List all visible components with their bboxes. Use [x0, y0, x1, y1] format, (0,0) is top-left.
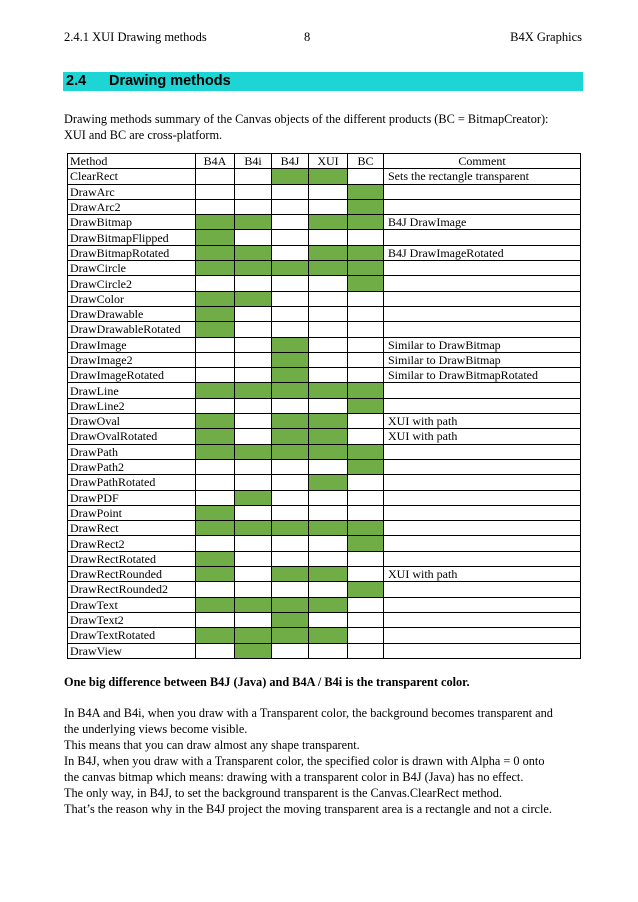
bc-support-cell — [348, 184, 384, 199]
b4a-support-cell — [196, 444, 235, 459]
section-heading — [63, 72, 583, 91]
b4j-support-cell — [272, 490, 309, 505]
bc-support-cell — [348, 169, 384, 184]
xui-support-cell — [309, 337, 348, 352]
comment-cell — [384, 276, 581, 291]
xui-support-cell — [309, 475, 348, 490]
b4i-support-cell — [235, 398, 272, 413]
method-name-cell: DrawBitmap — [68, 215, 196, 230]
bc-support-cell — [348, 490, 384, 505]
b4j-support-cell — [272, 444, 309, 459]
b4i-support-cell — [235, 582, 272, 597]
xui-support-cell — [309, 414, 348, 429]
b4i-support-cell — [235, 215, 272, 230]
b4a-support-cell — [196, 261, 235, 276]
comment-cell — [384, 551, 581, 566]
table-row — [68, 215, 581, 230]
b4i-support-cell — [235, 536, 272, 551]
b4a-support-cell — [196, 383, 235, 398]
table-row — [68, 612, 581, 627]
section-number: 2.4 — [66, 73, 87, 89]
table-row — [68, 230, 581, 245]
b4a-support-cell — [196, 215, 235, 230]
table-row — [68, 368, 581, 383]
xui-support-cell — [309, 521, 348, 536]
b4i-support-cell — [235, 597, 272, 612]
bc-support-cell — [348, 459, 384, 474]
b4a-support-cell — [196, 199, 235, 214]
comment-cell — [384, 643, 581, 658]
bc-support-cell — [348, 322, 384, 337]
b4a-support-cell — [196, 398, 235, 413]
b4i-support-cell — [235, 567, 272, 582]
comment-cell — [384, 505, 581, 520]
bc-support-cell — [348, 230, 384, 245]
comment-cell — [384, 230, 581, 245]
b4i-support-cell — [235, 261, 272, 276]
method-name-cell: DrawText2 — [68, 612, 196, 627]
body-line: That’s the reason why in the B4J project the moving transparent area is a rectangle and not a circle. — [64, 802, 552, 816]
b4a-support-cell — [196, 245, 235, 260]
column-header-bc: BC — [348, 154, 384, 169]
b4a-support-cell — [196, 551, 235, 566]
method-name-cell: DrawColor — [68, 291, 196, 306]
bc-support-cell — [348, 306, 384, 321]
b4j-support-cell — [272, 398, 309, 413]
method-name-cell: DrawOvalRotated — [68, 429, 196, 444]
b4a-support-cell — [196, 230, 235, 245]
method-name-cell: DrawRect2 — [68, 536, 196, 551]
b4j-support-cell — [272, 215, 309, 230]
b4a-support-cell — [196, 414, 235, 429]
b4a-support-cell — [196, 582, 235, 597]
b4i-support-cell — [235, 368, 272, 383]
method-name-cell: ClearRect — [68, 169, 196, 184]
table-row — [68, 536, 581, 551]
bc-support-cell — [348, 276, 384, 291]
b4a-support-cell — [196, 643, 235, 658]
method-name-cell: DrawLine — [68, 383, 196, 398]
bc-support-cell — [348, 383, 384, 398]
xui-support-cell — [309, 230, 348, 245]
b4i-support-cell — [235, 352, 272, 367]
table-row — [68, 352, 581, 367]
bc-support-cell — [348, 414, 384, 429]
b4a-support-cell — [196, 352, 235, 367]
column-header-b4a: B4A — [196, 154, 235, 169]
comment-cell: Similar to DrawBitmapRotated — [384, 368, 581, 383]
header-doc-title: B4X Graphics — [510, 30, 582, 44]
b4j-support-cell — [272, 414, 309, 429]
bc-support-cell — [348, 352, 384, 367]
xui-support-cell — [309, 643, 348, 658]
comment-cell — [384, 383, 581, 398]
b4i-support-cell — [235, 184, 272, 199]
b4i-support-cell — [235, 475, 272, 490]
b4j-support-cell — [272, 352, 309, 367]
comment-cell — [384, 628, 581, 643]
b4i-support-cell — [235, 612, 272, 627]
table-row — [68, 261, 581, 276]
b4i-support-cell — [235, 444, 272, 459]
b4j-support-cell — [272, 597, 309, 612]
bc-support-cell — [348, 368, 384, 383]
table-row — [68, 444, 581, 459]
method-name-cell: DrawCircle — [68, 261, 196, 276]
xui-support-cell — [309, 169, 348, 184]
comment-cell — [384, 597, 581, 612]
intro-line: Drawing methods summary of the Canvas objects of the different products (BC = BitmapCreator): — [64, 112, 549, 126]
b4j-support-cell — [272, 291, 309, 306]
b4a-support-cell — [196, 429, 235, 444]
bc-support-cell — [348, 536, 384, 551]
b4i-support-cell — [235, 230, 272, 245]
table-row — [68, 169, 581, 184]
table-row — [68, 551, 581, 566]
comment-cell: Similar to DrawBitmap — [384, 352, 581, 367]
method-name-cell: DrawLine2 — [68, 398, 196, 413]
xui-support-cell — [309, 459, 348, 474]
b4j-support-cell — [272, 337, 309, 352]
b4j-support-cell — [272, 322, 309, 337]
xui-support-cell — [309, 582, 348, 597]
method-name-cell: DrawPoint — [68, 505, 196, 520]
xui-support-cell — [309, 184, 348, 199]
bc-support-cell — [348, 215, 384, 230]
b4i-support-cell — [235, 383, 272, 398]
method-name-cell: DrawPDF — [68, 490, 196, 505]
b4j-support-cell — [272, 184, 309, 199]
b4a-support-cell — [196, 536, 235, 551]
table-row — [68, 306, 581, 321]
b4a-support-cell — [196, 291, 235, 306]
b4a-support-cell — [196, 521, 235, 536]
xui-support-cell — [309, 536, 348, 551]
column-header-comment: Comment — [384, 154, 581, 169]
method-name-cell: DrawImageRotated — [68, 368, 196, 383]
comment-cell — [384, 521, 581, 536]
table-row — [68, 429, 581, 444]
method-name-cell: DrawRectRounded2 — [68, 582, 196, 597]
comment-cell: Similar to DrawBitmap — [384, 337, 581, 352]
table-row — [68, 567, 581, 582]
b4i-support-cell — [235, 459, 272, 474]
comment-cell — [384, 306, 581, 321]
table-row — [68, 597, 581, 612]
xui-support-cell — [309, 429, 348, 444]
bc-support-cell — [348, 597, 384, 612]
method-name-cell: DrawDrawableRotated — [68, 322, 196, 337]
b4a-support-cell — [196, 490, 235, 505]
xui-support-cell — [309, 383, 348, 398]
method-name-cell: DrawCircle2 — [68, 276, 196, 291]
table-row — [68, 184, 581, 199]
b4i-support-cell — [235, 291, 272, 306]
b4i-support-cell — [235, 429, 272, 444]
comment-cell: XUI with path — [384, 429, 581, 444]
b4j-support-cell — [272, 551, 309, 566]
table-row — [68, 490, 581, 505]
b4a-support-cell — [196, 368, 235, 383]
xui-support-cell — [309, 291, 348, 306]
bc-support-cell — [348, 612, 384, 627]
xui-support-cell — [309, 551, 348, 566]
b4j-support-cell — [272, 261, 309, 276]
b4i-support-cell — [235, 306, 272, 321]
header-page-number: 8 — [304, 30, 311, 44]
table-row — [68, 521, 581, 536]
comment-cell — [384, 199, 581, 214]
b4a-support-cell — [196, 597, 235, 612]
body-line: The only way, in B4J, to set the background transparent is the Canvas.ClearRect method. — [64, 786, 503, 800]
table-row — [68, 628, 581, 643]
column-header-b4i: B4i — [235, 154, 272, 169]
b4i-support-cell — [235, 490, 272, 505]
xui-support-cell — [309, 505, 348, 520]
method-name-cell: DrawImage — [68, 337, 196, 352]
table-body — [68, 169, 581, 659]
method-name-cell: DrawBitmapFlipped — [68, 230, 196, 245]
column-header-method: Method — [68, 154, 196, 169]
comment-cell — [384, 444, 581, 459]
table-row — [68, 245, 581, 260]
b4j-support-cell — [272, 521, 309, 536]
bc-support-cell — [348, 245, 384, 260]
b4a-support-cell — [196, 306, 235, 321]
b4a-support-cell — [196, 337, 235, 352]
b4j-support-cell — [272, 475, 309, 490]
table-header-row — [68, 154, 581, 169]
b4i-support-cell — [235, 414, 272, 429]
b4j-support-cell — [272, 245, 309, 260]
b4a-support-cell — [196, 322, 235, 337]
bc-support-cell — [348, 582, 384, 597]
table-row — [68, 291, 581, 306]
table-row — [68, 475, 581, 490]
b4j-support-cell — [272, 628, 309, 643]
bc-support-cell — [348, 551, 384, 566]
b4j-support-cell — [272, 567, 309, 582]
comment-cell — [384, 322, 581, 337]
comment-cell — [384, 582, 581, 597]
intro-line: XUI and BC are cross-platform. — [64, 128, 223, 142]
comment-cell: XUI with path — [384, 567, 581, 582]
xui-support-cell — [309, 368, 348, 383]
b4i-support-cell — [235, 322, 272, 337]
comment-cell — [384, 536, 581, 551]
bc-support-cell — [348, 429, 384, 444]
b4j-support-cell — [272, 230, 309, 245]
table-row — [68, 322, 581, 337]
bc-support-cell — [348, 475, 384, 490]
b4i-support-cell — [235, 505, 272, 520]
method-name-cell: DrawPath2 — [68, 459, 196, 474]
xui-support-cell — [309, 398, 348, 413]
xui-support-cell — [309, 597, 348, 612]
xui-support-cell — [309, 306, 348, 321]
b4i-support-cell — [235, 199, 272, 214]
xui-support-cell — [309, 612, 348, 627]
comment-cell: B4J DrawImageRotated — [384, 245, 581, 260]
method-name-cell: DrawPathRotated — [68, 475, 196, 490]
xui-support-cell — [309, 490, 348, 505]
body-line: In B4J, when you draw with a Transparent color, the specified color is drawn with Alpha = 0 onto — [64, 754, 545, 768]
b4a-support-cell — [196, 475, 235, 490]
table-row — [68, 505, 581, 520]
xui-support-cell — [309, 261, 348, 276]
body-line: In B4A and B4i, when you draw with a Transparent color, the background becomes transparent and — [64, 706, 553, 720]
table-row — [68, 459, 581, 474]
method-name-cell: DrawDrawable — [68, 306, 196, 321]
b4j-support-cell — [272, 199, 309, 214]
column-header-b4j: B4J — [272, 154, 309, 169]
bc-support-cell — [348, 261, 384, 276]
xui-support-cell — [309, 199, 348, 214]
b4j-support-cell — [272, 368, 309, 383]
comment-cell: XUI with path — [384, 414, 581, 429]
comment-cell: B4J DrawImage — [384, 215, 581, 230]
table-row — [68, 276, 581, 291]
body-paragraph — [64, 705, 584, 817]
b4i-support-cell — [235, 551, 272, 566]
comment-cell — [384, 261, 581, 276]
b4a-support-cell — [196, 276, 235, 291]
bc-support-cell — [348, 199, 384, 214]
xui-support-cell — [309, 215, 348, 230]
comment-cell — [384, 475, 581, 490]
comment-cell — [384, 184, 581, 199]
table-row — [68, 414, 581, 429]
b4j-support-cell — [272, 276, 309, 291]
b4j-support-cell — [272, 612, 309, 627]
bc-support-cell — [348, 291, 384, 306]
b4j-support-cell — [272, 383, 309, 398]
table-row — [68, 398, 581, 413]
b4i-support-cell — [235, 337, 272, 352]
b4j-support-cell — [272, 536, 309, 551]
bc-support-cell — [348, 521, 384, 536]
comment-cell — [384, 459, 581, 474]
b4i-support-cell — [235, 521, 272, 536]
comment-cell — [384, 490, 581, 505]
xui-support-cell — [309, 628, 348, 643]
method-name-cell: DrawRectRounded — [68, 567, 196, 582]
xui-support-cell — [309, 322, 348, 337]
method-name-cell: DrawOval — [68, 414, 196, 429]
method-name-cell: DrawArc2 — [68, 199, 196, 214]
method-name-cell: DrawView — [68, 643, 196, 658]
b4a-support-cell — [196, 612, 235, 627]
b4i-support-cell — [235, 643, 272, 658]
bc-support-cell — [348, 628, 384, 643]
comment-cell: Sets the rectangle transparent — [384, 169, 581, 184]
table-row — [68, 643, 581, 658]
bc-support-cell — [348, 567, 384, 582]
table-row — [68, 383, 581, 398]
comment-cell — [384, 398, 581, 413]
bc-support-cell — [348, 505, 384, 520]
method-name-cell: DrawImage2 — [68, 352, 196, 367]
xui-support-cell — [309, 444, 348, 459]
bc-support-cell — [348, 398, 384, 413]
method-name-cell: DrawRect — [68, 521, 196, 536]
xui-support-cell — [309, 276, 348, 291]
b4j-support-cell — [272, 582, 309, 597]
column-header-xui: XUI — [309, 154, 348, 169]
b4a-support-cell — [196, 169, 235, 184]
intro-paragraph — [64, 111, 584, 143]
b4i-support-cell — [235, 276, 272, 291]
drawing-methods-table — [67, 153, 581, 659]
xui-support-cell — [309, 567, 348, 582]
table-row — [68, 337, 581, 352]
comment-cell — [384, 291, 581, 306]
b4a-support-cell — [196, 505, 235, 520]
transparent-color-statement: One big difference between B4J (Java) and B4A / B4i is the transparent color. — [64, 675, 470, 689]
b4a-support-cell — [196, 459, 235, 474]
section-title: Drawing methods — [109, 73, 231, 89]
comment-cell — [384, 612, 581, 627]
method-name-cell: DrawArc — [68, 184, 196, 199]
b4i-support-cell — [235, 169, 272, 184]
page-header — [64, 30, 582, 48]
method-name-cell: DrawTextRotated — [68, 628, 196, 643]
method-name-cell: DrawText — [68, 597, 196, 612]
body-line: This means that you can draw almost any shape transparent. — [64, 738, 360, 752]
b4j-support-cell — [272, 505, 309, 520]
b4i-support-cell — [235, 628, 272, 643]
b4a-support-cell — [196, 628, 235, 643]
method-name-cell: DrawPath — [68, 444, 196, 459]
body-line: the canvas bitmap which means: drawing with a transparent color in B4J (Java) has no effect. — [64, 770, 524, 784]
bc-support-cell — [348, 337, 384, 352]
b4i-support-cell — [235, 245, 272, 260]
body-line: the underlying views become visible. — [64, 722, 248, 736]
b4j-support-cell — [272, 429, 309, 444]
table-row — [68, 199, 581, 214]
b4j-support-cell — [272, 306, 309, 321]
bc-support-cell — [348, 444, 384, 459]
xui-support-cell — [309, 245, 348, 260]
b4a-support-cell — [196, 184, 235, 199]
xui-support-cell — [309, 352, 348, 367]
table-row — [68, 582, 581, 597]
b4j-support-cell — [272, 169, 309, 184]
method-name-cell: DrawRectRotated — [68, 551, 196, 566]
b4j-support-cell — [272, 643, 309, 658]
b4j-support-cell — [272, 459, 309, 474]
bc-support-cell — [348, 643, 384, 658]
header-section-label: 2.4.1 XUI Drawing methods — [64, 30, 207, 44]
method-name-cell: DrawBitmapRotated — [68, 245, 196, 260]
b4a-support-cell — [196, 567, 235, 582]
